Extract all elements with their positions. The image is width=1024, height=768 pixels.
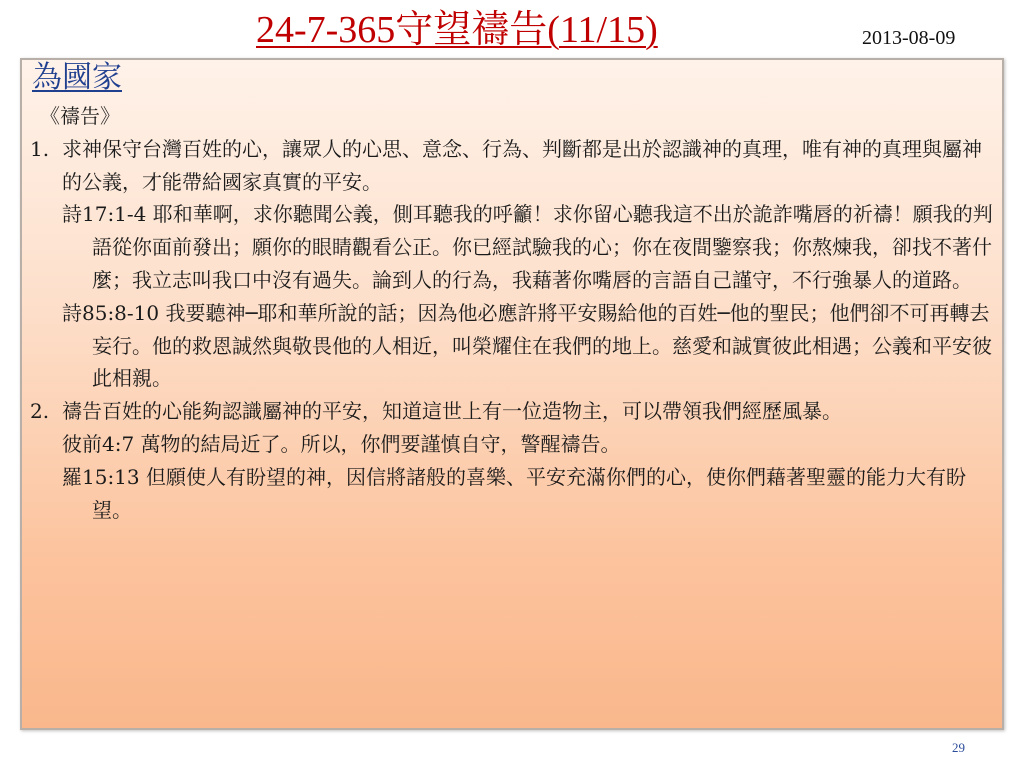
slide-date: 2013-08-09 [862, 27, 956, 49]
prayer-item-2 [30, 395, 998, 428]
item-text: 求神保守台灣百姓的心，讓眾人的心思、意念、行為、判斷都是出於認識神的真理，唯有神的真理與屬神的公義，才能帶給國家真實的平安。 [62, 136, 982, 194]
section-heading: 為國家 [32, 60, 122, 95]
item-number: 2. [30, 399, 50, 424]
page-number: 29 [952, 740, 965, 755]
scripture-verse: 詩17:1-4 耶和華啊，求你聽聞公義，側耳聽我的呼籲！求你留心聽我這不出於詭詐嘴唇的祈禱！願我的判語從你面前發出；願你的眼睛觀看公正。你已經試驗我的心；你在夜間鑒察我；你熬煉我，卻找不著什麼；我立志叫我口中沒有過失。論到人的行為，我藉著你嘴唇的言語自己謹守，不行強暴人的道路。 [62, 202, 993, 292]
scripture-verse: 詩85:8-10 我要聽神─耶和華所說的話；因為他必應許將平安賜給他的百姓─他的聖民；他們卻不可再轉去妄行。他的救恩誠然與敬畏他的人相近，叫榮耀住在我們的地上。慈愛和誠實彼此相遇；公義和平安彼此相親。 [62, 300, 992, 391]
slide-title: 24-7-365守望禱告(11/15) [256, 9, 658, 51]
prayer-item-1 [30, 133, 998, 199]
prayer-content [30, 100, 998, 526]
scripture-verse: 彼前4:7 萬物的結局近了。所以，你們要謹慎自守，警醒禱告。 [62, 431, 621, 456]
scripture-verse: 羅15:13 但願使人有盼望的神，因信將諸般的喜樂、平安充滿你們的心，使你們藉著聖靈的能力大有盼望。 [62, 464, 966, 522]
item-text: 禱告百姓的心能夠認識屬神的平安，知道這世上有一位造物主，可以帶領我們經歷風暴。 [62, 399, 842, 424]
prayer-label: 《禱告》 [40, 104, 120, 128]
item-number: 1. [30, 136, 50, 161]
